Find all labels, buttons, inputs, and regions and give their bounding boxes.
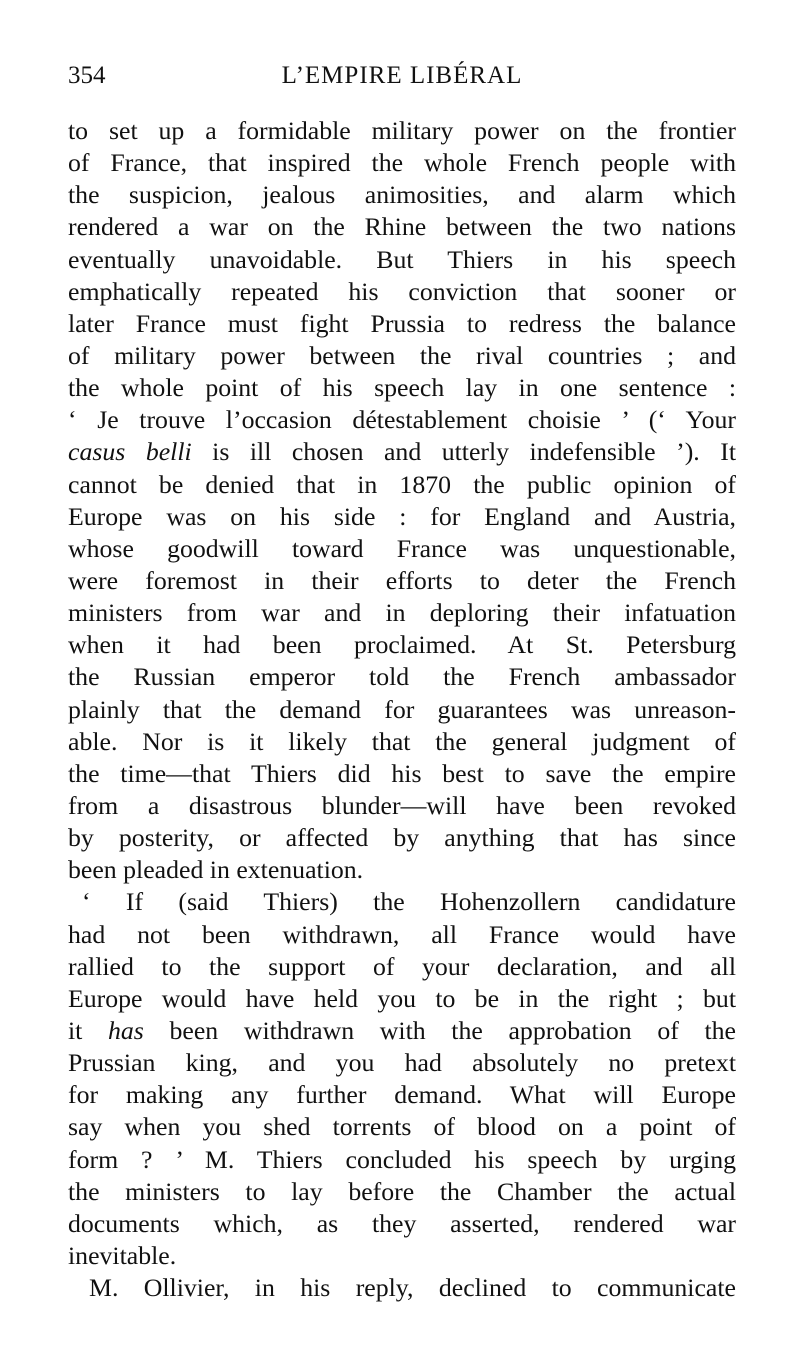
text-line: Europe would have held you to be in the right ; but — [68, 983, 736, 1013]
running-head — [68, 62, 736, 98]
text-line: Prussian king, and you had absolutely no pretext — [68, 1048, 736, 1078]
page-number: 354 — [68, 62, 106, 89]
body-text — [68, 115, 736, 1304]
text-line: ministers from war and in deploring their infatuation — [68, 598, 736, 628]
italic-word: has — [107, 1015, 144, 1045]
text-line: Europe was on his side : for England and Austria, — [68, 501, 736, 531]
text-line: the ministers to lay before the Chamber the actual — [68, 1176, 736, 1206]
text-line: able. Nor is it likely that the general judgment of — [68, 726, 736, 756]
text-line: from a disastrous blunder—will have been revoked — [68, 790, 736, 820]
text-line: were foremost in their efforts to deter the French — [68, 565, 736, 595]
text-line: M. Ollivier, in his reply, declined to communicate — [89, 1273, 736, 1303]
text-line: later France must fight Prussia to redress the balance — [68, 308, 736, 338]
text-line: rendered a war on the Rhine between the two nations — [68, 212, 736, 242]
running-title: L’EMPIRE LIBÉRAL — [281, 62, 523, 89]
text-line: of military power between the rival countries ; and — [68, 340, 736, 370]
text-line: for making any further demand. What will Europe — [68, 1080, 736, 1110]
text-line: the Russian emperor told the French ambassador — [68, 662, 736, 692]
line-prefix: it — [68, 1015, 108, 1045]
text-line: the whole point of his speech lay in one sentence : — [68, 373, 736, 403]
text-line: inevitable. — [68, 1240, 177, 1270]
text-line: by posterity, or affected by anything that has since — [68, 823, 736, 853]
text-line: been pleaded in extenuation. — [68, 855, 364, 885]
text-line: say when you shed torrents of blood on a point of — [68, 1112, 736, 1142]
text-line: the suspicion, jealous animosities, and alarm which — [68, 180, 736, 210]
text-line: had not been withdrawn, all France would have — [68, 919, 736, 949]
text-line: cannot be denied that in 1870 the public opinion of — [68, 469, 736, 499]
text-line: of France, that inspired the whole French people with — [68, 148, 736, 178]
italic-phrase: casus belli — [68, 437, 192, 467]
text-line: documents which, as they asserted, rendered war — [68, 1208, 736, 1238]
text-line: whose goodwill toward France was unquestionable, — [68, 533, 736, 563]
text-line: form ? ’ M. Thiers concluded his speech by urging — [68, 1144, 736, 1174]
line-remainder: is ill chosen and utterly indefensible ’). It — [191, 437, 736, 467]
text-line: emphatically repeated his conviction that sooner or — [68, 276, 736, 306]
text-line: when it had been proclaimed. At St. Petersburg — [68, 630, 736, 660]
text-line: plainly that the demand for guarantees was unreason- — [68, 694, 736, 724]
text-line: the time—that Thiers did his best to save the empire — [68, 758, 736, 788]
text-line — [68, 436, 736, 468]
line-remainder: been withdrawn with the approbation of the — [143, 1015, 736, 1045]
text-line — [68, 1015, 736, 1047]
text-line: to set up a formidable military power on the frontier — [68, 116, 736, 145]
text-line: ‘ If (said Thiers) the Hohenzollern candidature — [82, 887, 736, 917]
text-line: eventually unavoidable. But Thiers in his speech — [68, 244, 736, 274]
text-line: rallied to the support of your declaration, and all — [68, 951, 736, 981]
text-line: ‘ Je trouve l’occasion détestablement choisie ’ (‘ Your — [68, 405, 736, 435]
